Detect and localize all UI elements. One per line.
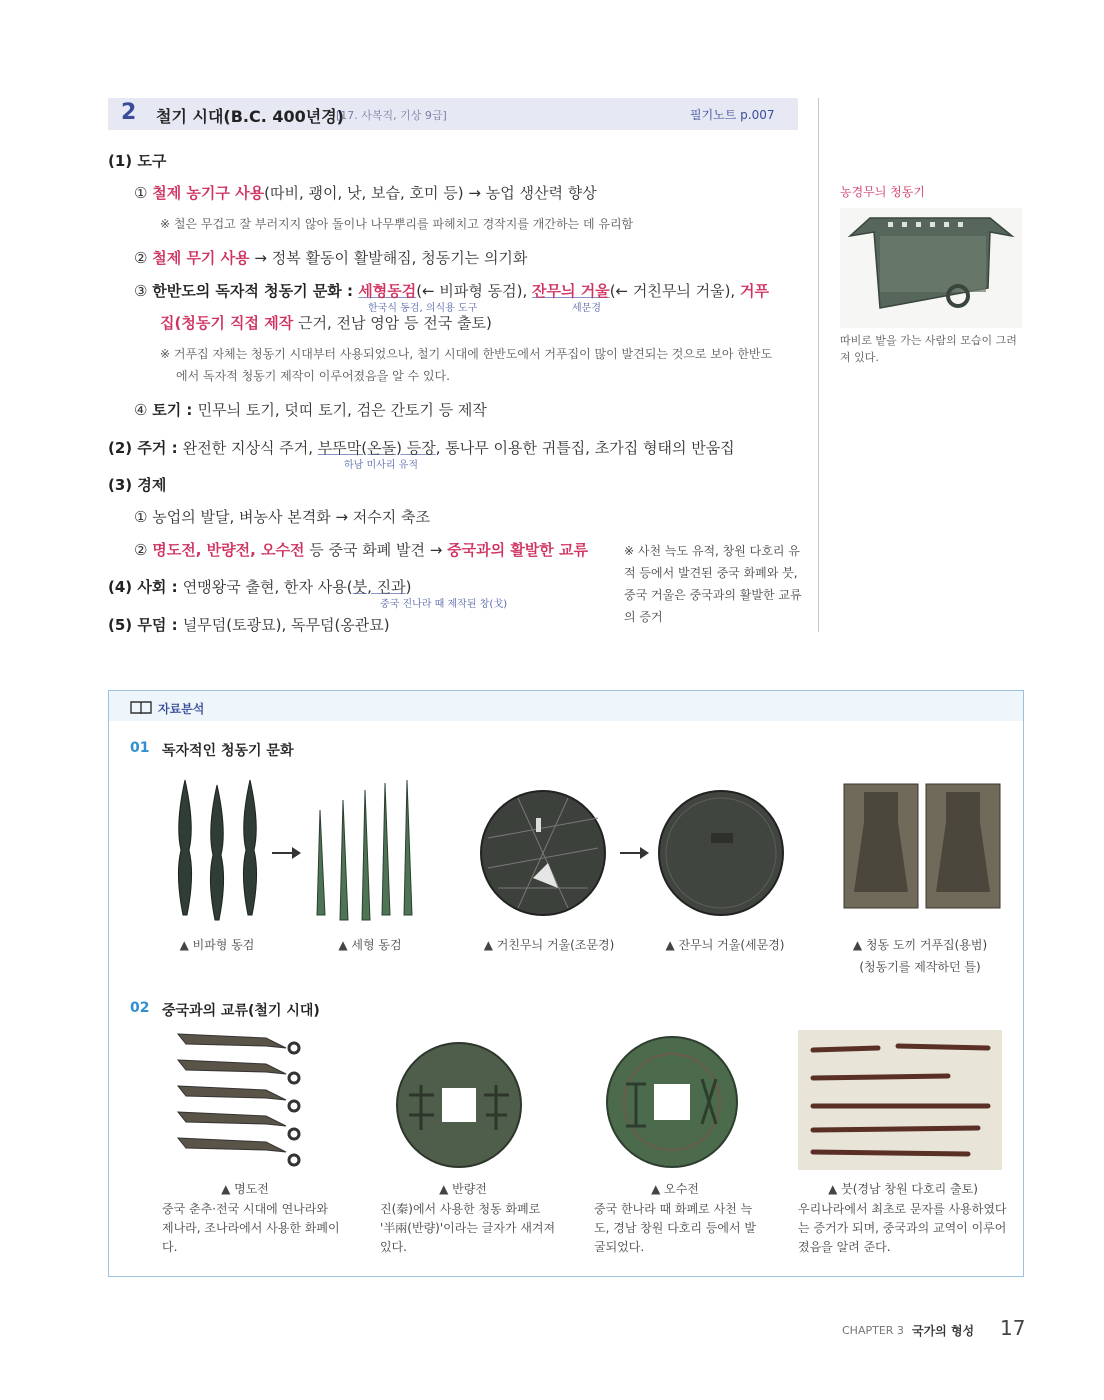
subsection-number: 02 bbox=[130, 1000, 150, 1016]
item-text: 근거, 전남 영암 등 전국 출토) bbox=[293, 314, 492, 332]
housing-label: (2) 주거 : bbox=[108, 439, 183, 457]
item-number: ② bbox=[134, 249, 148, 267]
item-text: 연맹왕국 출현, 한자 사용( bbox=[182, 578, 353, 596]
annotation: 세문경 bbox=[572, 303, 601, 314]
item-text: ) bbox=[405, 578, 412, 596]
footer-chapter: CHAPTER 3 bbox=[842, 1324, 904, 1337]
tools-item-3-note: ※ 거푸집 자체는 청동기 시대부터 사용되었으나, 철기 시대에 한반도에서 거푸집이 많이 발견되는 것으로 보아 한반도 bbox=[160, 347, 773, 361]
analysis-box-header bbox=[109, 691, 1023, 721]
economy-heading: (3) 경제 bbox=[108, 476, 167, 494]
book-icon bbox=[130, 700, 152, 719]
highlight-text: 명도전, 반량전, 오수전 bbox=[152, 541, 305, 559]
item-text: 널무덤(토광묘), 독무덤(옹관묘) bbox=[182, 616, 390, 634]
item-number: ② bbox=[134, 541, 148, 559]
artifact-description: 중국 춘추·전국 시대에 연나라와 제나라, 조나라에서 사용한 화폐이다. bbox=[162, 1202, 340, 1254]
coarse-mirror-image bbox=[478, 788, 608, 922]
page-number: 17 bbox=[1000, 1316, 1026, 1340]
side-note: ※ 사천 늑도 유적, 창원 다호리 유적 등에서 발견된 중국 화폐와 붓, 중국 거울은 중국과의 활발한 교류의 증거 bbox=[624, 544, 802, 624]
caption: ▲ 붓(경남 창원 다호리 출토) bbox=[828, 1182, 978, 1196]
item-text: , 통나무 이용한 귀틀집, 초가집 형태의 반움집 bbox=[435, 439, 735, 457]
brush-image bbox=[798, 1030, 1002, 1174]
item-number: ① bbox=[134, 184, 148, 202]
highlight-text: 집(청동기 직접 제작 bbox=[160, 314, 294, 332]
item-text: 민무늬 토기, 덧띠 토기, 검은 간토기 등 제작 bbox=[197, 401, 487, 419]
caption: ▲ 비파형 동검 bbox=[179, 938, 255, 952]
bipa-dagger-image bbox=[165, 775, 275, 929]
tomb-label: (5) 무덤 : bbox=[108, 616, 183, 634]
underlined-text: 붓, 진과 bbox=[352, 578, 406, 596]
caption: ▲ 잔무늬 거울(세문경) bbox=[665, 938, 785, 952]
artifact-description: 중국 한나라 때 화폐로 사천 늑도, 경남 창원 다호리 등에서 발굴되었다. bbox=[594, 1202, 756, 1254]
tools-item-4 bbox=[134, 399, 487, 420]
section-title: 철기 시대(B.C. 400년경) bbox=[156, 107, 344, 126]
knife-coin-image bbox=[176, 1030, 306, 1174]
subsection-number: 01 bbox=[130, 740, 150, 756]
item-heading: 한반도의 독자적 청동기 문화 : bbox=[152, 282, 359, 300]
side-caption: 농경무늬 청동기 bbox=[840, 185, 925, 199]
analysis-label: 자료분석 bbox=[158, 702, 205, 716]
artifact-description: 우리나라에서 최초로 문자를 사용하였다는 증거가 되며, 중국과의 교역이 이루어졌음을 알려 준다. bbox=[798, 1202, 1007, 1254]
highlight-text: 거푸 bbox=[739, 282, 769, 300]
tools-item-1-note: ※ 철은 무겁고 잘 부러지지 않아 돌이나 나무뿌리를 파헤치고 경작지를 개간하는 데 유리함 bbox=[160, 217, 634, 231]
annotation: 중국 진나라 때 제작된 창(戈) bbox=[380, 599, 508, 610]
arrow-right-icon bbox=[620, 845, 650, 864]
highlight-text: 세형동검 bbox=[358, 282, 417, 300]
tomb-line bbox=[108, 614, 390, 635]
banliang-coin-image bbox=[394, 1040, 524, 1174]
wuzhu-coin-image bbox=[604, 1034, 740, 1174]
artifact-description: 진(秦)에서 사용한 청동 화폐로 '半兩(반량)'이라는 글자가 새겨져 있다. bbox=[380, 1202, 556, 1254]
item-text: (← 거친무늬 거울), bbox=[609, 282, 740, 300]
arrow-right-icon bbox=[272, 845, 302, 864]
section-number: 2 bbox=[121, 100, 137, 125]
tools-heading: (1) 도구 bbox=[108, 152, 167, 170]
annotation: 하남 미사리 유적 bbox=[344, 460, 418, 471]
item-text: 농업의 발달, 벼농사 본격화 → 저수지 축조 bbox=[152, 508, 431, 526]
item-number: ④ bbox=[134, 401, 148, 419]
underlined-text: 부뚜막(온돌) 등장 bbox=[317, 439, 436, 457]
tools-item-2 bbox=[134, 247, 527, 268]
item-text: (← 비파형 동검), bbox=[416, 282, 532, 300]
item-text: 등 중국 화폐 발견 → bbox=[304, 541, 448, 559]
tools-item-3 bbox=[134, 280, 769, 301]
bronze-artifact-image bbox=[840, 208, 1022, 328]
item-number: ① bbox=[134, 508, 148, 526]
caption: ▲ 청동 도끼 거푸집(용범) bbox=[852, 938, 988, 952]
highlight-text: 철제 농기구 사용 bbox=[152, 184, 265, 202]
caption: ▲ 세형 동검 bbox=[338, 938, 402, 952]
tools-item-3-line2 bbox=[160, 312, 492, 333]
caption: ▲ 명도전 bbox=[221, 1182, 269, 1196]
item-text: (따비, 괭이, 낫, 보습, 호미 등) → 농업 생산력 향상 bbox=[264, 184, 597, 202]
item-number: ③ bbox=[134, 282, 148, 300]
highlight-text: 잔무늬 거울 bbox=[532, 282, 610, 300]
subsection-title: 독자적인 청동기 문화 bbox=[162, 743, 294, 759]
fine-mirror-image bbox=[656, 788, 786, 922]
item-text: 완전한 지상식 주거, bbox=[182, 439, 318, 457]
caption: (청동기를 제작하던 틀) bbox=[859, 960, 981, 974]
economy-item-2 bbox=[134, 539, 588, 560]
section-source: [17. 사복직, 기상 9급] bbox=[336, 109, 447, 122]
caption: ▲ 거친무늬 거울(조문경) bbox=[483, 938, 615, 952]
annotation: 한국식 동검, 의식용 도구 bbox=[368, 303, 478, 314]
item-heading: 토기 : bbox=[152, 401, 198, 419]
highlight-text: 중국과의 활발한 교류 bbox=[447, 541, 588, 559]
subsection-title: 중국과의 교류(철기 시대) bbox=[162, 1003, 320, 1019]
slender-dagger-image bbox=[305, 775, 425, 929]
economy-item-1 bbox=[134, 506, 430, 527]
housing-line bbox=[108, 437, 735, 458]
note-reference: 필기노트 p.007 bbox=[690, 108, 775, 122]
item-text: → 정복 활동이 활발해짐, 청동기는 의기화 bbox=[249, 249, 528, 267]
caption: ▲ 반량전 bbox=[439, 1182, 487, 1196]
tools-item-3-note-cont: 에서 독자적 청동기 제작이 이루어졌음을 알 수 있다. bbox=[176, 369, 450, 383]
axe-mold-image bbox=[842, 782, 1002, 914]
highlight-text: 철제 무기 사용 bbox=[152, 249, 250, 267]
tools-item-1 bbox=[134, 182, 597, 203]
caption: ▲ 오수전 bbox=[651, 1182, 699, 1196]
society-label: (4) 사회 : bbox=[108, 578, 183, 596]
side-text: 따비로 밭을 가는 사람의 모습이 그려져 있다. bbox=[840, 334, 1017, 364]
column-divider bbox=[818, 98, 819, 632]
footer-title: 국가의 형성 bbox=[912, 1324, 975, 1338]
society-line bbox=[108, 576, 412, 597]
